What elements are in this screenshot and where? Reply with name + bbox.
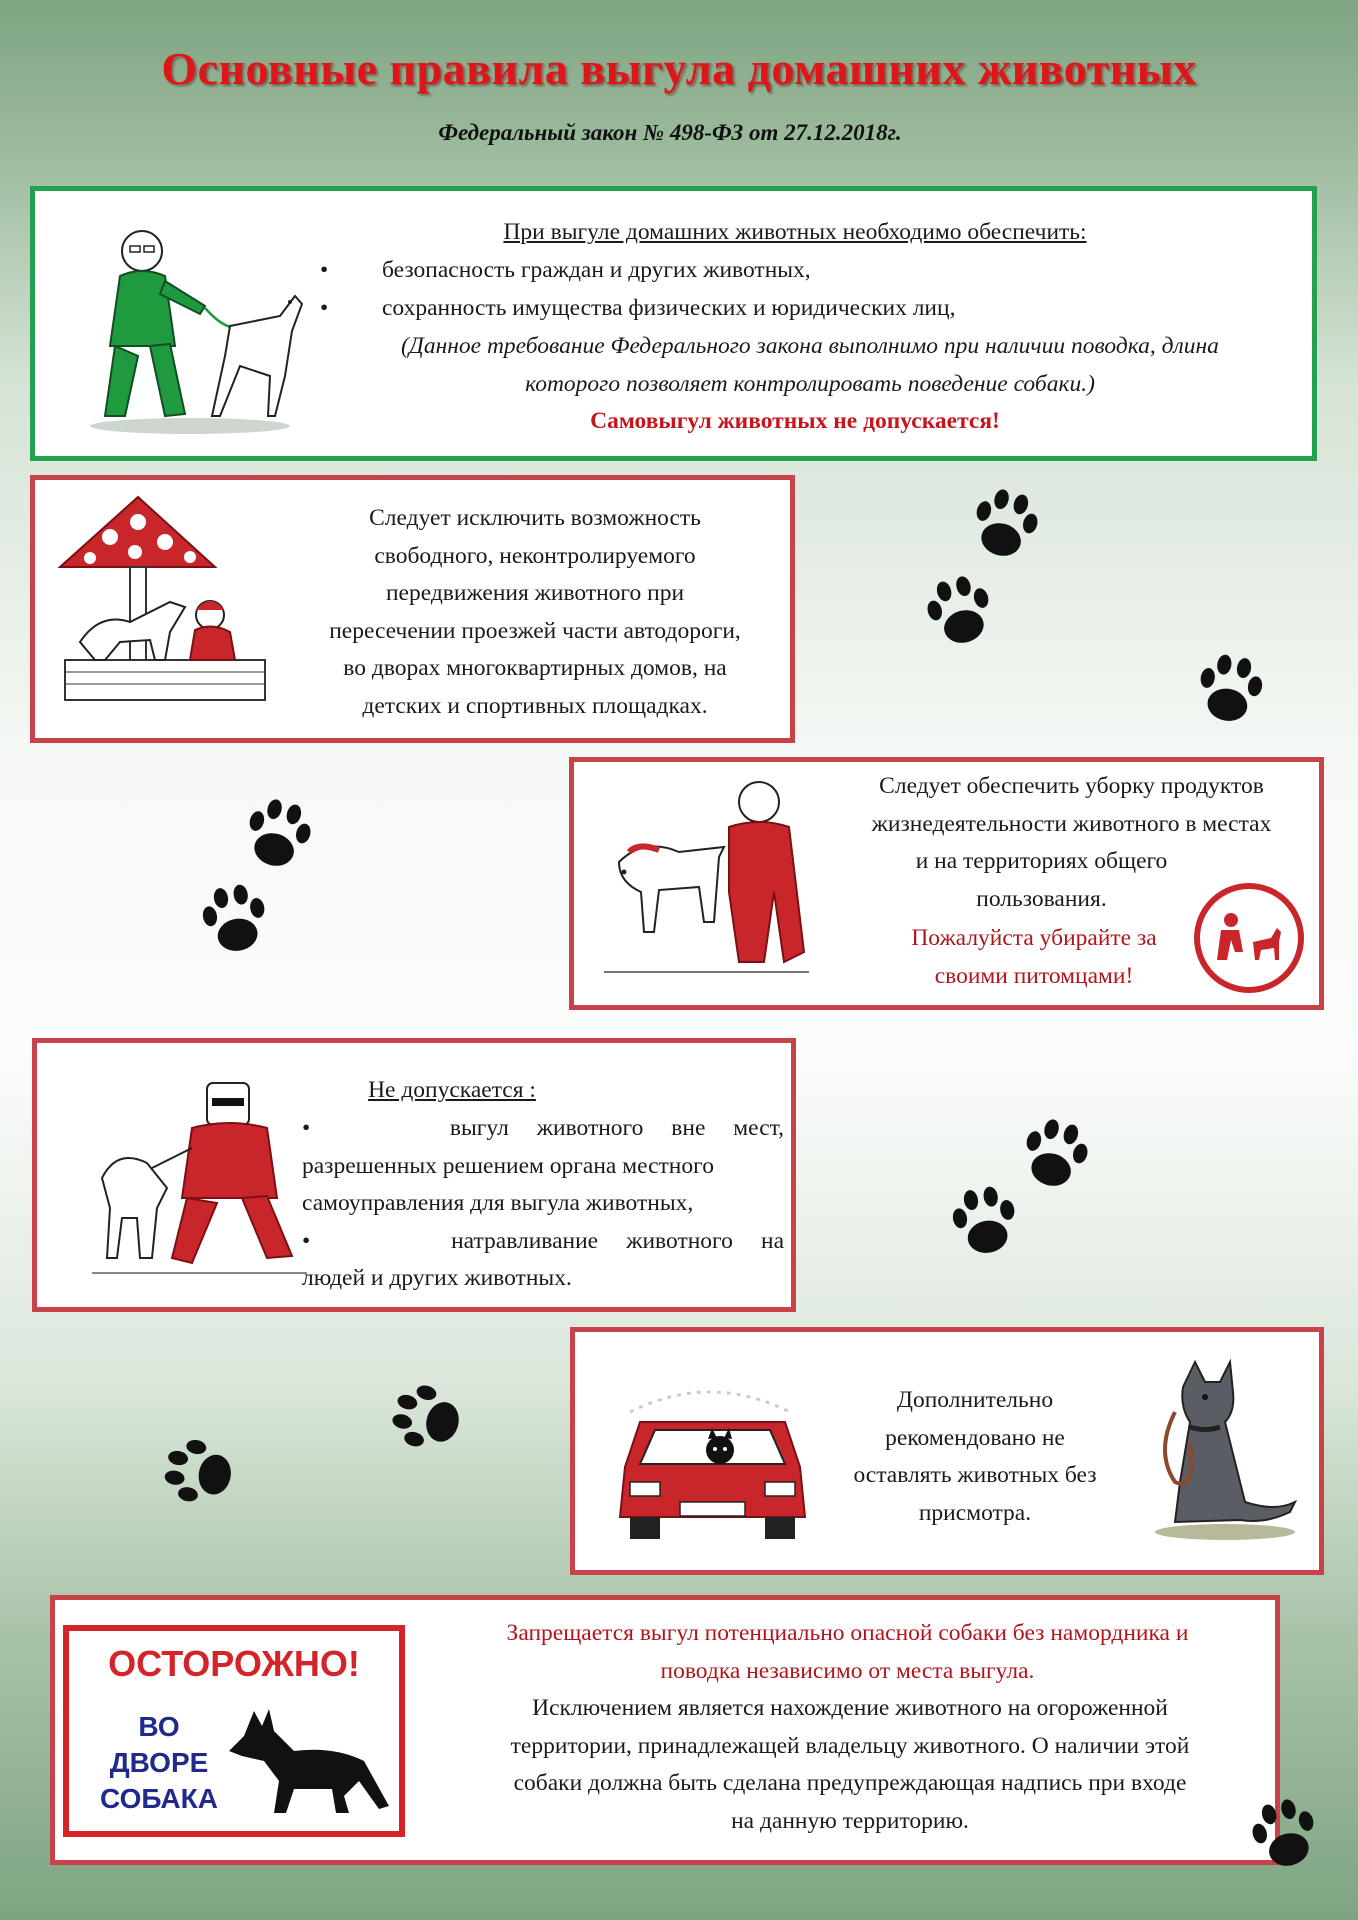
list-item: • выгул животного вне мест, <box>302 1115 785 1141</box>
sign-caution-text: ОСТОРОЖНО! <box>108 1643 360 1684</box>
paw-print-icon <box>939 1176 1032 1269</box>
paw-print-icon <box>911 563 1009 661</box>
cleanup-sign-icon <box>1191 880 1307 996</box>
paw-print-icon <box>1184 644 1277 737</box>
paw-print-icon <box>189 874 282 967</box>
paw-print-icon <box>956 476 1054 574</box>
cleanup-plea: Пожалуйста убирайте за своими питомцами! <box>911 925 1157 989</box>
sign-dog-text: ВО ДВОРЕ СОБАКА <box>100 1711 218 1814</box>
panel-uncontrolled-movement <box>30 475 795 743</box>
paw-print-icon <box>229 786 327 884</box>
paw-print-icon <box>154 1426 247 1519</box>
dog-silhouette-icon <box>224 1701 394 1821</box>
paw-print-icon <box>1006 1106 1104 1204</box>
requirements-list <box>320 252 1220 327</box>
prohibited-list: • выгул животного вне мест, разрешенных решением органа местного самоуправления для выгула животных, • натравливание животного на людей и других животных. <box>302 1110 784 1298</box>
law-reference: Федеральный закон № 498-ФЗ от 27.12.2018г. <box>438 120 902 145</box>
panel-walking-requirements <box>30 186 1317 461</box>
list-item: • безопасность граждан и других животных, <box>320 257 811 283</box>
panel-prohibited <box>32 1038 796 1312</box>
sitting-dog-illustration <box>1135 1352 1305 1552</box>
muzzle-prohibition-text: Запрещается выгул потенциально опасной собаки без намордника и поводка независимо от места выгула. <box>506 1620 1189 1684</box>
cat-in-car-illustration <box>600 1342 825 1567</box>
page-title: Основные правила выгула домашних животных <box>161 43 1197 94</box>
panel-cleanup <box>569 757 1324 1010</box>
paw-print-icon <box>379 1369 477 1467</box>
warning-sign <box>63 1625 405 1837</box>
panel-dangerous-dogs <box>50 1595 1280 1865</box>
list-item: • сохранность имущества физических и юридических лиц, <box>320 294 956 321</box>
requirements-heading: При выгуле домашних животных необходимо обеспечить: <box>503 219 1087 245</box>
cleanup-text: Следует обеспечить уборку продуктов жизнедеятельности животного в местах и на территориях общего пользования. <box>871 773 1272 912</box>
playground-dog-illustration <box>50 492 290 732</box>
man-with-dog-illustration <box>80 226 310 441</box>
exception-text: Исключением является нахождение животного на огороженной территории, принадлежащей владельцу животного. О наличии этой собаки должна быть сделана предупреждающая надпись при входе на данную территорию. <box>510 1695 1190 1834</box>
prohibited-heading: Не допускается : <box>368 1077 536 1103</box>
uncontrolled-movement-text: Следует исключить возможность свободного, неконтролируемого передвижения животного при пересечении проезжей части автодороги, во дворах многоквартирных домов, на детских и спортивных площадках. <box>329 505 741 719</box>
panel-supervision <box>570 1327 1324 1575</box>
self-walking-warning: Самовыгул животных не допускается! <box>590 408 1000 434</box>
dog-and-man-illustration <box>599 772 814 987</box>
supervision-text: Дополнительно рекомендовано не оставлять животных без присмотра. <box>853 1387 1097 1526</box>
leash-note: (Данное требование Федерального закона выполнимо при наличии поводка, длина которого позволяет контролировать поведение собаки.) <box>401 333 1219 397</box>
man-with-aggressive-dog-illustration <box>92 1078 317 1283</box>
list-item: • натравливание животного на <box>302 1227 785 1254</box>
